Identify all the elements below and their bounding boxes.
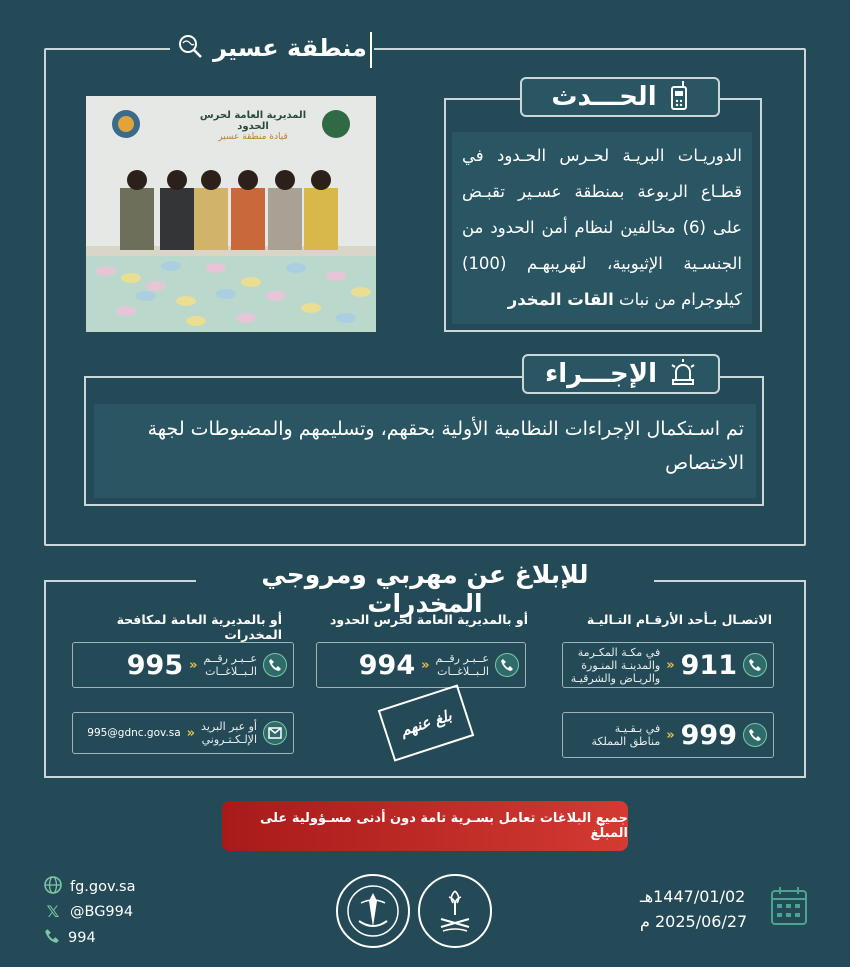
hotline-911-desc-2: والمدينـة المنـورة <box>581 658 661 672</box>
hotline-999-number: 999 <box>680 719 737 751</box>
chevron-icon: « <box>421 657 430 673</box>
hotline-999-desc <box>591 722 660 748</box>
photo-banner <box>186 110 320 142</box>
phone-icon <box>743 723 767 747</box>
date-gregorian: 2025/06/27 م <box>640 912 748 931</box>
twitter-link[interactable] <box>44 902 133 921</box>
region-title: منطقة عسير <box>213 34 367 62</box>
report-stamp-text: بلغ عنهم <box>398 706 454 740</box>
event-description <box>452 132 752 324</box>
envelope-icon <box>263 721 287 745</box>
calendar-icon <box>770 886 808 930</box>
event-text-bold: القات المخدر <box>507 290 614 309</box>
hotline-911-desc-3: والريـاض والشرقيـة <box>570 671 661 685</box>
hotline-994-number: 994 <box>358 649 416 681</box>
seizure-photo <box>86 96 376 332</box>
action-description: تم اسـتكمال الإجراءات النظامية الأولية بحقهم، وتسليمهم والمضبوطات لجهة الاختصاص <box>94 404 756 498</box>
globe-icon <box>44 876 62 898</box>
col2-heading: أو بالمديرية العامة لحرس الحدود <box>329 612 528 627</box>
hotline-911-desc-1: في مكـة المكـرمة <box>577 645 661 659</box>
email-desc-1: أو عبر البريد <box>201 720 257 733</box>
walkie-talkie-icon <box>669 80 689 114</box>
event-tag <box>520 77 720 117</box>
hotline-995-desc-1: عــبـر رقــم <box>203 652 257 665</box>
col1-heading: الاتصـال بـأحد الأرقـام التـاليـة <box>586 612 772 627</box>
hotline-994-desc <box>436 652 489 678</box>
border-guard-emblem <box>336 874 410 948</box>
date-hijri: 1447/01/02هـ <box>640 887 746 906</box>
siren-icon <box>669 358 697 390</box>
twitter-text: @BG994 <box>70 903 134 920</box>
phone-icon <box>263 653 287 677</box>
hotline-994[interactable] <box>316 642 526 688</box>
map-search-icon <box>177 33 203 63</box>
chevron-icon: « <box>666 657 675 673</box>
confidentiality-alert: جميع البلاغات تعامل بسـرية تامة دون أدنى مسـؤولية على المبلّغ <box>222 801 628 851</box>
hotline-994-desc-1: عــبـر رقــم <box>435 652 489 665</box>
action-title: الإجـــراء <box>544 359 658 389</box>
event-title: الحـــدث <box>551 82 657 112</box>
region-header <box>170 28 374 68</box>
col3-heading: أو بالمديرية العامة لمكافحة المخدرات <box>116 612 282 642</box>
chevron-icon: « <box>666 727 675 743</box>
photo-banner-line1: المديرية العامة لحرس الحدود <box>199 110 307 132</box>
photo-banner-line2: قيادة منطقة عسير <box>218 132 288 142</box>
hotline-995[interactable] <box>72 642 294 688</box>
report-title: للإبلاغ عن مهربي ومروجي المخدرات <box>261 560 589 618</box>
hotline-994-desc-2: الـبــلاغــات <box>437 665 489 678</box>
hotline-911-number: 911 <box>680 649 737 681</box>
region-divider <box>370 32 372 68</box>
hotline-995-number: 995 <box>126 649 184 681</box>
hotline-911[interactable] <box>562 642 774 688</box>
phone-icon <box>495 653 519 677</box>
hotline-999-desc-1: في بـقـيـة <box>614 722 661 735</box>
chevron-icon: « <box>189 657 198 673</box>
phone-link[interactable] <box>44 928 96 948</box>
ministry-emblem <box>418 874 492 948</box>
hotline-911-desc <box>571 646 661 685</box>
hotline-995-desc-2: الـبــلاغــات <box>205 665 257 678</box>
x-logo-icon: 𝕏 <box>46 902 60 921</box>
website-link[interactable] <box>44 876 136 898</box>
phone-icon <box>743 653 767 677</box>
email-report[interactable] <box>72 712 294 754</box>
hotline-999[interactable] <box>562 712 774 758</box>
website-text: fg.gov.sa <box>70 879 136 895</box>
chevron-icon: « <box>186 725 196 741</box>
hotline-995-desc <box>204 652 257 678</box>
email-desc <box>201 720 257 746</box>
event-text-main: الدوريـات البريـة لحـرس الحـدود في قطـاع الربوعة بمنطقة عسـير تقبـض على (6) مخالفين لنظام أمن الحدود من الجنسـية الإثيوبية، لتهريبهـم (100) كيلوجرام من نبات <box>462 146 742 309</box>
phone-text: 994 <box>68 930 96 946</box>
phone-icon <box>44 928 60 948</box>
hotline-999-desc-2: مناطق المملكة <box>591 735 661 748</box>
action-tag <box>522 354 720 394</box>
email-desc-2: الإلـكـتـروني <box>201 733 257 746</box>
email-address[interactable]: 995@gdnc.gov.sa <box>87 727 181 739</box>
